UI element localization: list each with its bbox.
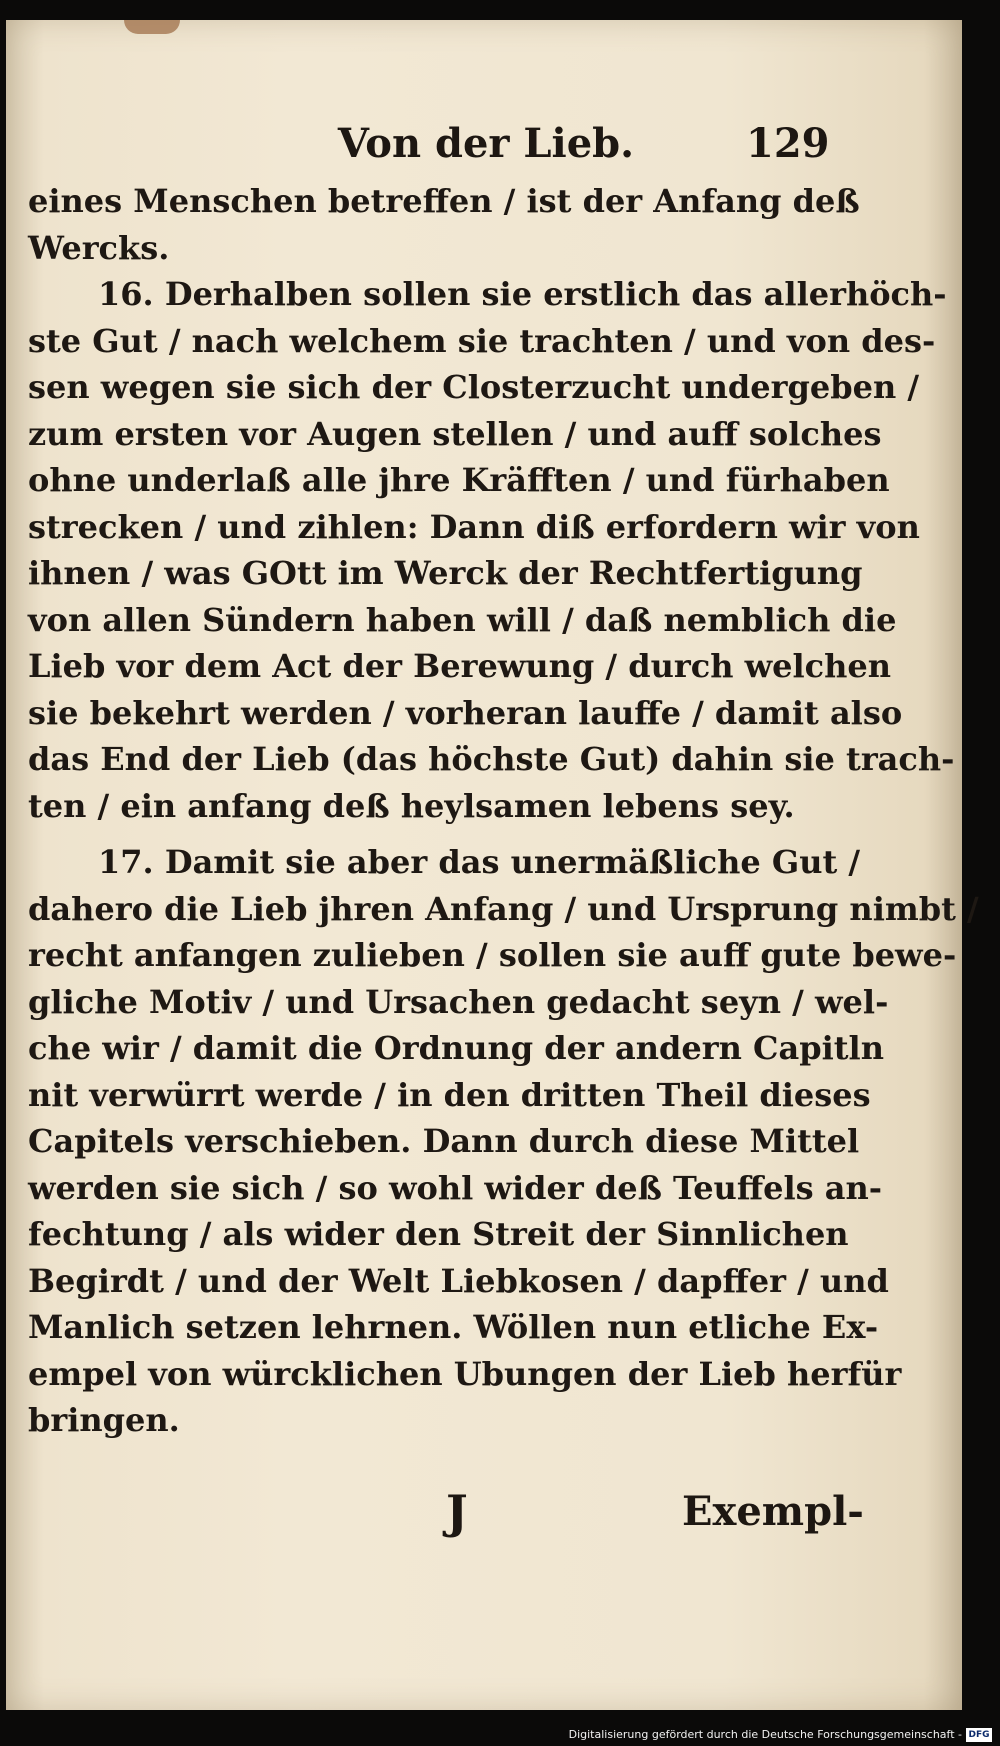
text-line: sie bekehrt werden / vorheran lauffe / damit also [28,693,903,732]
text-line: von allen Sündern haben will / daß nemblich die [28,600,897,639]
text-line: eines Menschen betreffen / ist der Anfang deß [28,182,860,220]
page-stain [124,20,180,34]
text-line: 16. Derhalben sollen sie erstlich das allerhöch- [98,275,947,313]
book-page [6,20,979,1710]
signature-mark: J [446,1485,468,1539]
page-number: 129 [746,120,830,167]
text-line: empel von würcklichen Ubungen der Lieb herfür [28,1354,902,1393]
catchword: Exempl- [682,1488,864,1535]
running-title: Von der Lieb. [337,120,635,167]
text-line: ten / ein anfang deß heylsamen lebens sey. [28,786,795,825]
text-line: Manlich setzen lehrnen. Wöllen nun etliche Ex- [28,1308,879,1346]
page-footer [6,1482,962,1542]
paragraph-gap [28,829,834,839]
text-line: bringen. [28,1401,180,1439]
text-line: 17. Damit sie aber das unermäßliche Gut / [98,843,861,881]
credit-text: Digitalisierung gefördert durch die Deutsche Forschungsgemeinschaft - [568,1728,962,1741]
text-line: Lieb vor dem Act der Berewung / durch welchen [28,647,892,685]
credit-bar [0,1724,1000,1746]
text-line: sen wegen sie sich der Closterzucht undergeben / [28,368,920,406]
text-line: strecken / und zihlen: Dann diß erfordern wir von [28,507,920,546]
text-body [28,178,979,1444]
text-line: Capitels verschieben. Dann durch diese Mittel [28,1122,860,1160]
text-line: ohne underlaß alle jhre Kräfften / und fürhaben [28,461,890,499]
text-line: das End der Lieb (das höchste Gut) dahin sie trach- [28,740,955,778]
text-line: ste Gut / nach welchem sie trachten / und von des- [28,321,936,360]
page-header [6,116,962,172]
dfg-logo: DFG [966,1728,992,1742]
text-line: werden sie sich / so wohl wider deß Teuffels an- [28,1168,883,1207]
text-line: nit verwürrt werde / in den dritten Theil dieses [28,1075,871,1114]
text-line: ihnen / was GOtt im Werck der Rechtfertigung [28,554,863,592]
text-line: gliche Motiv / und Ursachen gedacht seyn / wel- [28,982,889,1021]
text-line: fechtung / als wider den Streit der Sinnlichen [28,1215,849,1253]
text-line: recht anfangen zulieben / sollen sie auff gute bewe- [28,936,957,974]
text-line: Begirdt / und der Welt Liebkosen / dapffer / und [28,1261,889,1300]
text-line: zum ersten vor Augen stellen / und auff solches [28,414,882,453]
text-line: Wercks. [28,228,170,267]
text-line: dahero die Lieb jhren Anfang / und Ursprung nimbt / [28,889,979,928]
text-line: che wir / damit die Ordnung der andern Capitln [28,1029,884,1067]
